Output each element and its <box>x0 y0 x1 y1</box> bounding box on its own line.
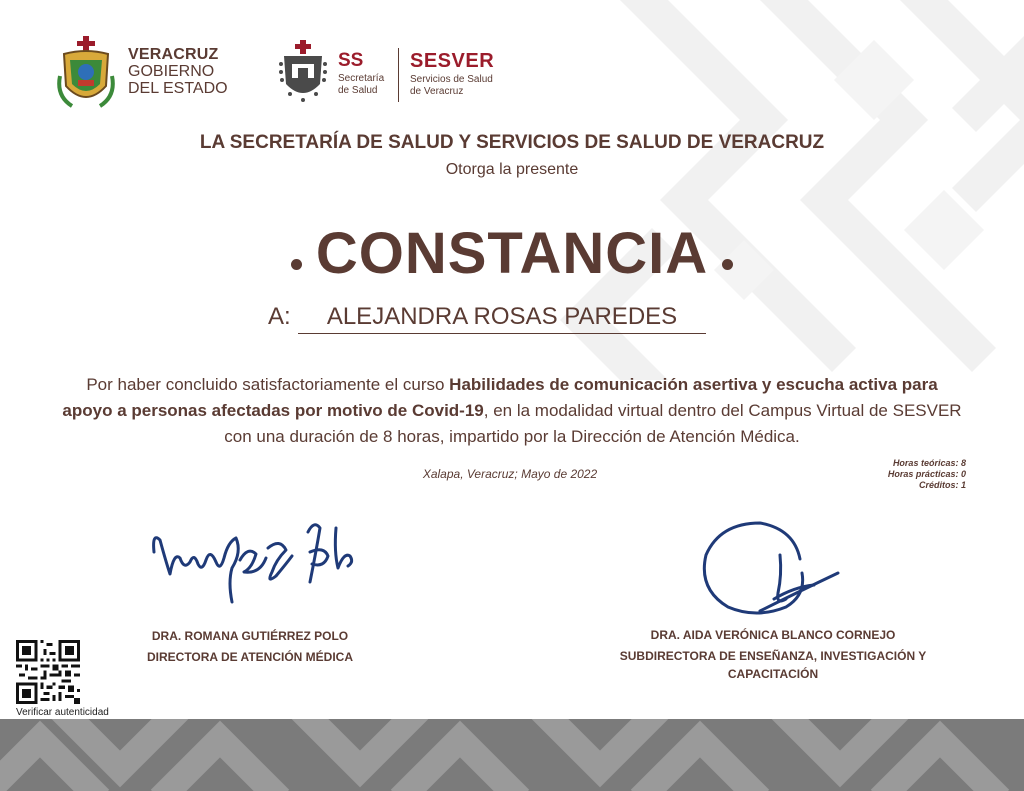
verify-authenticity-label: Verificar autenticidad <box>16 707 109 718</box>
practice-hours-value: 0 <box>960 469 966 479</box>
signer-1 <box>120 626 380 668</box>
signer-2-role: SUBDIRECTORA DE ENSEÑANZA, INVESTIGACIÓN Y CAPACITACIÓN <box>619 649 927 681</box>
theory-hours-label: Horas teóricas: <box>892 458 959 468</box>
grant-text: Otorga la presente <box>445 161 579 178</box>
ss-sesver-logo <box>278 40 518 104</box>
title-bullet-right <box>722 259 733 270</box>
certificate-title: CONSTANCIA <box>315 221 709 286</box>
practice-hours-label: Horas prácticas: <box>887 469 959 479</box>
place-date: Xalapa, Veracruz; Mayo de 2022 <box>422 467 598 481</box>
signature-aida-blanco <box>690 515 860 625</box>
credits-value: 1 <box>960 480 966 490</box>
qr-code-icon[interactable] <box>16 640 80 704</box>
body-intro: Por haber concluido satisfactoriamente el curso <box>86 375 450 394</box>
title-row <box>0 220 1024 287</box>
ss-subtitle-line1: Secretaría <box>338 73 385 84</box>
body-rest: , en la modalidad virtual dentro del Campus Virtual de SESVER con una duración de 8 horas, impartido por la Dirección de Atención Médica. <box>224 401 962 446</box>
course-name: Habilidades de comunicación asertiva y escucha activa para apoyo a personas afectadas por motivo de Covid-19 <box>62 375 938 420</box>
footer-band <box>0 719 1024 791</box>
recipient-prefix: A: <box>268 303 291 330</box>
sesver-subtitle-line1: Servicios de Salud <box>410 74 493 85</box>
recipient-name: ALEJANDRA ROSAS PAREDES <box>298 303 706 334</box>
theory-hours-value: 8 <box>960 458 966 468</box>
veracruz-logo-text <box>128 46 228 97</box>
sesver-subtitle <box>410 74 493 98</box>
veracruz-logo-line1: VERACRUZ <box>128 46 219 63</box>
veracruz-logo <box>56 36 236 110</box>
signature-romana-gutierrez <box>140 512 370 622</box>
signer-1-role: DIRECTORA DE ATENCIÓN MÉDICA <box>146 650 353 664</box>
theory-hours <box>888 458 966 469</box>
certificate-body <box>60 372 964 450</box>
sesver-mark: SESVER <box>410 50 495 72</box>
recipient-row <box>268 303 728 335</box>
credits-label: Créditos: <box>918 480 959 490</box>
sesver-subtitle-line2: de Veracruz <box>410 86 464 97</box>
ss-mark: SS <box>338 50 364 71</box>
signer-2-name: DRA. AIDA VERÓNICA BLANCO CORNEJO <box>650 628 896 642</box>
veracruz-logo-line2: GOBIERNO <box>128 63 215 80</box>
signer-1-name: DRA. ROMANA GUTIÉRREZ POLO <box>151 629 349 643</box>
credits <box>888 480 966 491</box>
ss-shield-icon <box>278 40 328 102</box>
ss-subtitle-line2: de Salud <box>338 85 378 96</box>
footer-pattern <box>0 719 1024 791</box>
veracruz-crest-icon <box>56 36 116 110</box>
veracruz-logo-line3: DEL ESTADO <box>128 80 228 97</box>
logo-divider <box>398 48 399 102</box>
issuer-heading: LA SECRETARÍA DE SALUD Y SERVICIOS DE SALUD DE VERACRUZ <box>199 132 825 153</box>
hours-summary <box>888 458 966 491</box>
title-bullet-left <box>291 259 302 270</box>
practice-hours <box>888 469 966 480</box>
signer-2 <box>598 626 948 683</box>
ss-subtitle <box>338 73 384 97</box>
